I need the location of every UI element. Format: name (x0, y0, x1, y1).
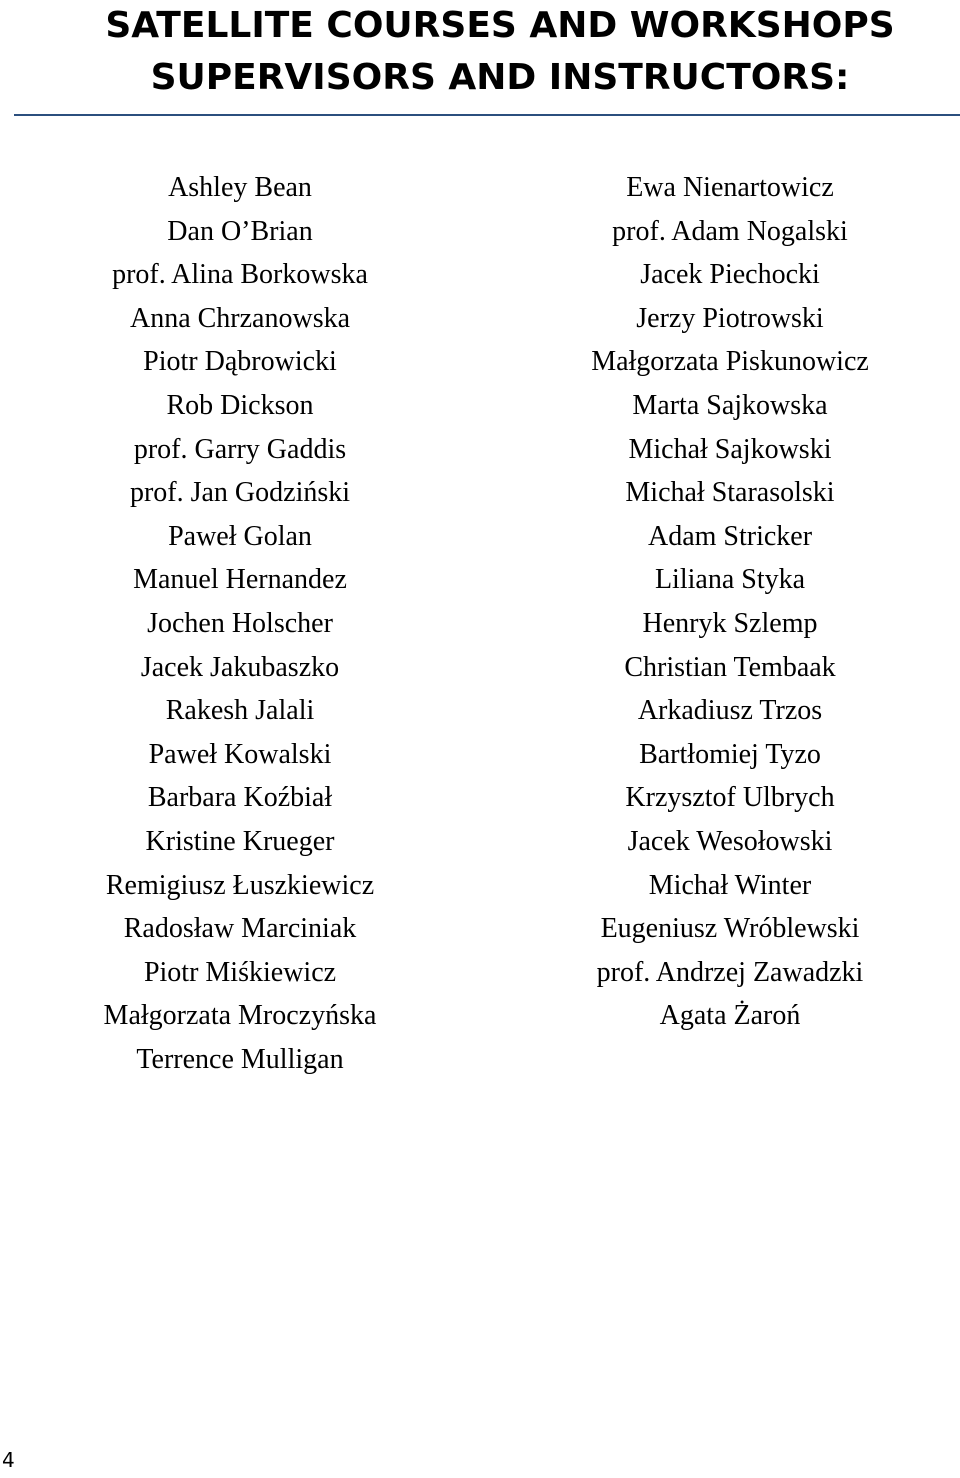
name-item: Agata Żaroń (659, 1000, 801, 1032)
name-item: Jacek Wesołowski (627, 825, 833, 857)
name-item: Radosław Marciniak (123, 913, 357, 945)
name-item: Rakesh Jalali (165, 695, 315, 727)
name-item: Piotr Dąbrowicki (143, 346, 337, 378)
page-title-line-2: SUPERVISORS AND INSTRUCTORS: (150, 57, 850, 98)
names-column-right (490, 166, 960, 1038)
name-item: Krzysztof Ulbrych (625, 782, 835, 814)
name-item: Małgorzata Piskunowicz (591, 346, 869, 378)
title-divider (14, 114, 960, 116)
name-item: Rob Dickson (166, 389, 314, 421)
page-title (60, 0, 940, 104)
name-item: Małgorzata Mroczyńska (103, 1000, 377, 1032)
name-item: Remigiusz Łuszkiewicz (105, 869, 375, 901)
name-item: Jacek Piechocki (640, 259, 820, 291)
name-item: Michał Starasolski (625, 477, 835, 509)
name-item: Dan O’Brian (167, 215, 313, 247)
names-column-left (0, 166, 480, 1081)
name-item: prof. Alina Borkowska (112, 259, 368, 291)
page-title-line-1: SATELLITE COURSES AND WORKSHOPS (105, 5, 895, 46)
page-number: 4 (2, 1448, 15, 1472)
name-item: Bartłomiej Tyzo (639, 738, 821, 770)
name-item: Michał Sajkowski (628, 433, 832, 465)
name-item: Paweł Golan (168, 520, 312, 552)
name-item: Manuel Hernandez (133, 564, 347, 596)
name-item: prof. Jan Godziński (129, 477, 351, 509)
name-item: Kristine Krueger (145, 825, 335, 857)
name-item: Barbara Koźbiał (147, 782, 333, 814)
name-item: Adam Stricker (647, 520, 813, 552)
name-item: Eugeniusz Wróblewski (600, 913, 860, 945)
name-item: Jerzy Piotrowski (636, 302, 824, 334)
name-item: Henryk Szlemp (642, 607, 818, 639)
name-item: Marta Sajkowska (632, 389, 828, 421)
name-item: Anna Chrzanowska (129, 302, 351, 334)
name-item: Arkadiusz Trzos (637, 695, 823, 727)
name-item: Ashley Bean (168, 172, 312, 203)
name-item: prof. Andrzej Zawadzki (596, 956, 864, 988)
name-item: Michał Winter (648, 869, 812, 901)
name-item: Ewa Nienartowicz (626, 172, 834, 203)
name-item: Jacek Jakubaszko (140, 651, 340, 683)
name-item: Paweł Kowalski (148, 738, 332, 770)
name-item: prof. Adam Nogalski (612, 215, 848, 247)
name-item: prof. Garry Gaddis (133, 433, 347, 465)
name-item: Terrence Mulligan (136, 1043, 344, 1075)
name-item: Jochen Holscher (147, 607, 333, 639)
name-item: Liliana Styka (654, 564, 806, 596)
name-item: Christian Tembaak (624, 651, 836, 683)
name-item: Piotr Miśkiewicz (143, 956, 337, 988)
